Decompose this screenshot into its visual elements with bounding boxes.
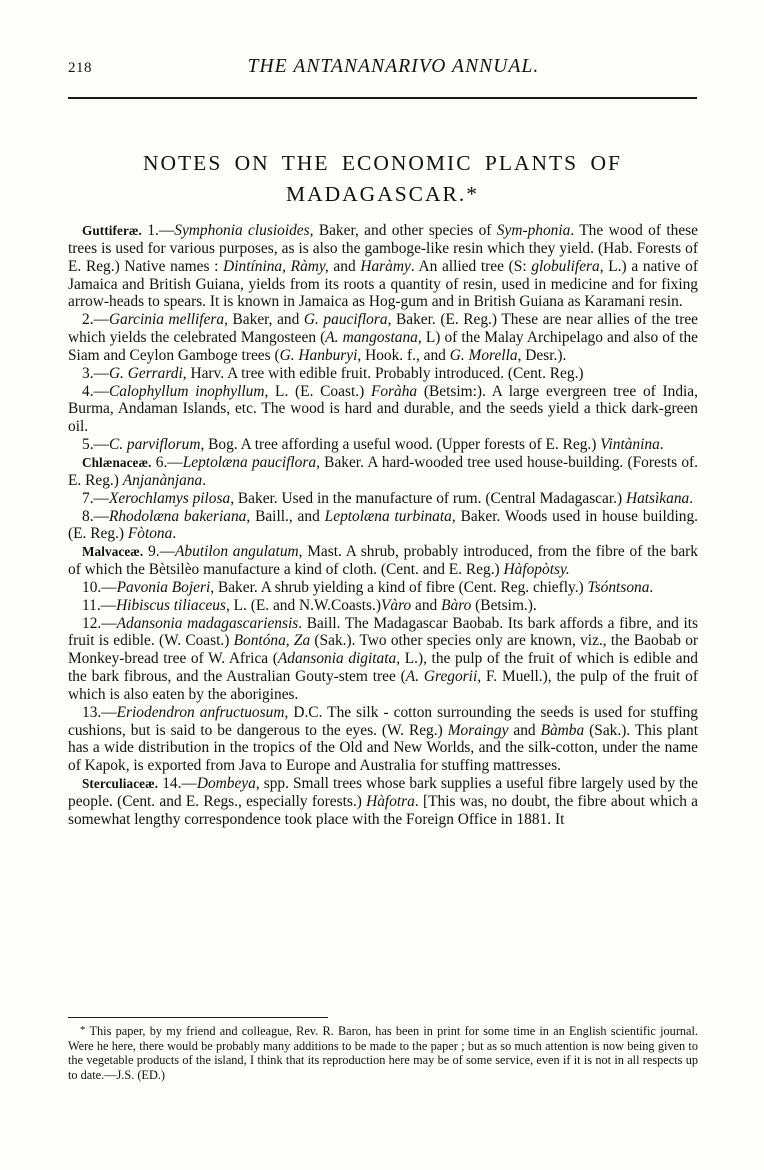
entry-number: 6.— <box>151 453 183 471</box>
entry-number: 7.— <box>82 489 109 507</box>
entry-number: 8.— <box>82 507 109 525</box>
entry-text: , L. (E. Coast.) <box>264 382 371 400</box>
article-title <box>68 148 697 210</box>
native-name: Bontóna, Za <box>233 632 311 650</box>
entry-text: (Betsim:). A large evergreen tree of India, Burma, Andaman Islands, etc. The wood is hard and durable, and the seeds yield a thick dark-green oil. <box>68 382 698 436</box>
entry-4 <box>68 383 698 437</box>
entry-6 <box>68 454 698 490</box>
binomial: Dombeya <box>196 775 256 793</box>
entry-text: and <box>508 721 541 739</box>
entry-text: . <box>649 578 654 596</box>
binomial: Leptolæna pauciflora <box>182 453 317 471</box>
entry-10 <box>68 579 698 597</box>
article-title-line-1: NOTES ON THE ECONOMIC PLANTS OF <box>143 151 622 175</box>
native-name: Anjanànjana <box>122 471 203 489</box>
binomial: Symphonia clusioides <box>174 222 310 239</box>
binomial: A. mangostana <box>325 329 418 347</box>
binomial: Adansonia madagascariensis <box>116 614 299 632</box>
entry-text: L.) a native of Jamaica and British Guiana, yields from its roots a quantity of resin, used in medicine and for fixing arrow-heads to spears. It is known in Jamaica as Hog-gum and in British Guiana as Karamani resin. <box>68 257 698 311</box>
binomial: G. Gerrardi <box>108 364 183 382</box>
family-name-malvaceae: Malvaceæ. <box>82 544 144 560</box>
family-name-guttiferae: Guttiferæ. <box>82 223 142 238</box>
entry-text: , Baill., and <box>246 507 325 525</box>
native-name: Foràha <box>370 382 418 400</box>
entry-text: (Sak.). This plant has a wide distribution in the tropics of the Old and New Worlds, and the silk-cotton, under the name of Kapok, is exported from Java to Europe and Australia for stuffing mattresses. <box>68 721 698 775</box>
binomial: Garcinia mellifera <box>108 311 225 329</box>
entry-text: , Harv. A tree with edible fruit. Probably introduced. (Cent. Reg.) <box>182 364 584 382</box>
entry-text: and <box>411 596 442 614</box>
footnote-text: This paper, by my friend and colleague, Rev. R. Baron, has been in print for some time in an English scientific journal. Were he here, there would be probably many additions to be made to the paper ; but as so much attention is now being given to the vegetable products of the island, I think that its reproduction here may be of some service, even if it is not in all respects up to date.—J.S. (ED.) <box>68 1024 699 1082</box>
entry-number: 3.— <box>82 364 109 382</box>
binomial: Pavonia Bojeri <box>116 578 211 596</box>
binomial: C. parviflorum <box>108 436 201 454</box>
entry-text: , Mast. A shrub, probably introduced, from the fibre of the bark of which the Bètsilèo manufacture a kind of cloth. (Cent. and E. Reg.) <box>68 543 699 579</box>
entry-text: F. Muell.), the pulp of the fruit of which is also eaten by the aborigines. <box>68 668 698 703</box>
native-name: Hàfopòtsy. <box>503 561 570 579</box>
entry-number: 13.— <box>82 703 117 721</box>
entry-13 <box>68 704 698 775</box>
native-name: Tsóntsona <box>587 578 650 596</box>
footnote-marker: * <box>80 1024 86 1036</box>
family-name-chlaenaceae: Chlænaceæ. <box>82 454 152 470</box>
entry-text: , D.C. The silk - cotton surrounding the seeds is used for stuffing cushions, but is said to be dangerous to the eyes. (W. Reg.) <box>68 703 698 739</box>
native-name: Vintànina <box>600 436 660 454</box>
article-title-line-2: MADAGASCAR.* <box>285 182 480 206</box>
entry-text: , Baker. (E. Reg.) These are near allies of the tree which yields the celebrated Mangosteen ( <box>68 311 699 347</box>
native-name: Fòtona <box>127 525 173 543</box>
native-name: Vàro <box>380 596 412 614</box>
entry-text: , spp. Small trees whose bark supplies a useful fibre largely used by the people. (Cent. and E. Regs., especially forests.) <box>68 775 698 810</box>
entry-text: . Baill. The Madagascar Baobab. Its bark affords a fibre, and its fruit is edible. (W. Coast.) <box>68 614 698 650</box>
entry-text: , Baker. Used in the manufacture of rum. (Central Madagascar.) <box>230 489 626 507</box>
binomial: G. Morella <box>449 346 518 364</box>
entry-text: . [This was, no doubt, the fibre about which a somewhat lengthy correspondence took place with the Foreign Office in 1881. It <box>68 793 698 828</box>
footnote-rule <box>68 1017 328 1018</box>
native-name: Bàro <box>441 596 472 614</box>
entry-14 <box>68 775 698 829</box>
entry-text: , Bog. A tree affording a useful wood. (Upper forests of E. Reg.) <box>200 436 601 454</box>
entry-text: . <box>689 489 694 507</box>
entry-2 <box>68 311 698 365</box>
entry-text: . <box>172 525 177 543</box>
entry-number: 10.— <box>82 578 117 596</box>
entry-text: , Hook. f., and <box>357 346 450 364</box>
native-name: Hàfotra <box>366 793 415 810</box>
entry-number: 2.— <box>82 311 109 329</box>
native-name: Haràmy <box>360 257 411 275</box>
entry-text: (Betsim.). <box>471 596 537 614</box>
entry-text: , L) of the Malay Archipelago and also of the Siam and Ceylon Gamboge trees ( <box>68 329 698 364</box>
entry-text: , L. (E. and N.W.Coasts.) <box>225 596 381 614</box>
article-body <box>68 222 698 829</box>
native-name: Moraingy <box>447 721 509 739</box>
binomial: Adansonia digitata <box>277 650 397 668</box>
binomial: Calophyllum inophyllum <box>108 382 265 400</box>
entry-5 <box>68 436 698 454</box>
entry-text: , Baker. A hard-wooded tree used house-building. (Forests of. E. Reg.) <box>68 453 698 489</box>
native-name: Dintínina, Ràmy, <box>223 257 329 275</box>
binomial: A. Gregorii, <box>405 668 482 686</box>
entry-11 <box>68 597 698 615</box>
entry-3 <box>68 365 698 383</box>
entry-text: . The wood of these trees is used for various purposes, as is also the gamboge-like resin which they yield. (Hab. Forests of E. Reg.) Native names : <box>68 222 698 275</box>
entry-number: 5.— <box>82 436 109 454</box>
entry-text: , Baker. Woods used in house building. (E. Reg.) <box>68 507 699 543</box>
entry-number: 11.— <box>82 596 117 614</box>
binomial: Xerochlamys pilosa <box>108 489 231 507</box>
binomial: G. Hanburyi <box>279 346 358 364</box>
footnote <box>68 1023 698 1082</box>
entry-text: . <box>659 436 664 454</box>
entry-text: . An allied tree (S: <box>410 257 532 275</box>
entry-7 <box>68 490 698 508</box>
entry-number: 9.— <box>143 543 176 561</box>
entry-12 <box>68 615 698 704</box>
binomial: Eriodendron anfructuosum <box>116 703 285 721</box>
entry-text: , Baker. A shrub yielding a kind of fibre (Cent. Reg. chiefly.) <box>210 578 588 596</box>
binomial: Abutilon angulatum <box>175 543 299 561</box>
page-number: 218 <box>68 60 92 76</box>
entry-text: , Baker, and other species of <box>309 222 497 239</box>
entry-text: , Baker, and <box>224 311 304 329</box>
entry-text: and <box>328 257 361 275</box>
family-name-sterculiaceae: Sterculiaceæ. <box>82 776 159 792</box>
entry-text: , Desr.). <box>517 346 567 364</box>
binomial: Rhodolæna bakeriana <box>108 507 247 525</box>
native-name: Hatsìkana <box>625 489 690 507</box>
binomial: Leptolæna turbinata <box>324 507 452 525</box>
binomial: Hibiscus tiliaceus <box>116 596 226 614</box>
entry-text: (Sak.). Two other species only are known, viz., the Baobab or Monkey-bread tree of W. Africa ( <box>68 632 699 668</box>
header-rule <box>68 97 697 99</box>
running-head <box>68 56 697 86</box>
footnote-paragraph <box>68 1023 698 1082</box>
journal-title: THE ANTANANARIVO ANNUAL. <box>247 56 540 77</box>
entry-number: 14.— <box>158 775 197 793</box>
native-name: Bàmba <box>540 721 585 739</box>
entry-9 <box>68 543 698 579</box>
genus-italic: Sym-phonia <box>496 222 571 239</box>
binomial: G. pauciflora <box>303 311 388 329</box>
entry-text: , L.), the pulp of the fruit of which is edible and the bark fibrous, and the Australian Gouty-stem tree ( <box>68 650 698 686</box>
entry-text: . <box>202 471 207 489</box>
species-italic: globulifera, <box>531 257 604 275</box>
entry-number: 1.— <box>147 222 175 239</box>
entry-1 <box>68 222 698 311</box>
entry-number: 12.— <box>82 614 117 632</box>
entry-number: 4.— <box>82 382 109 400</box>
entry-8 <box>68 508 698 544</box>
